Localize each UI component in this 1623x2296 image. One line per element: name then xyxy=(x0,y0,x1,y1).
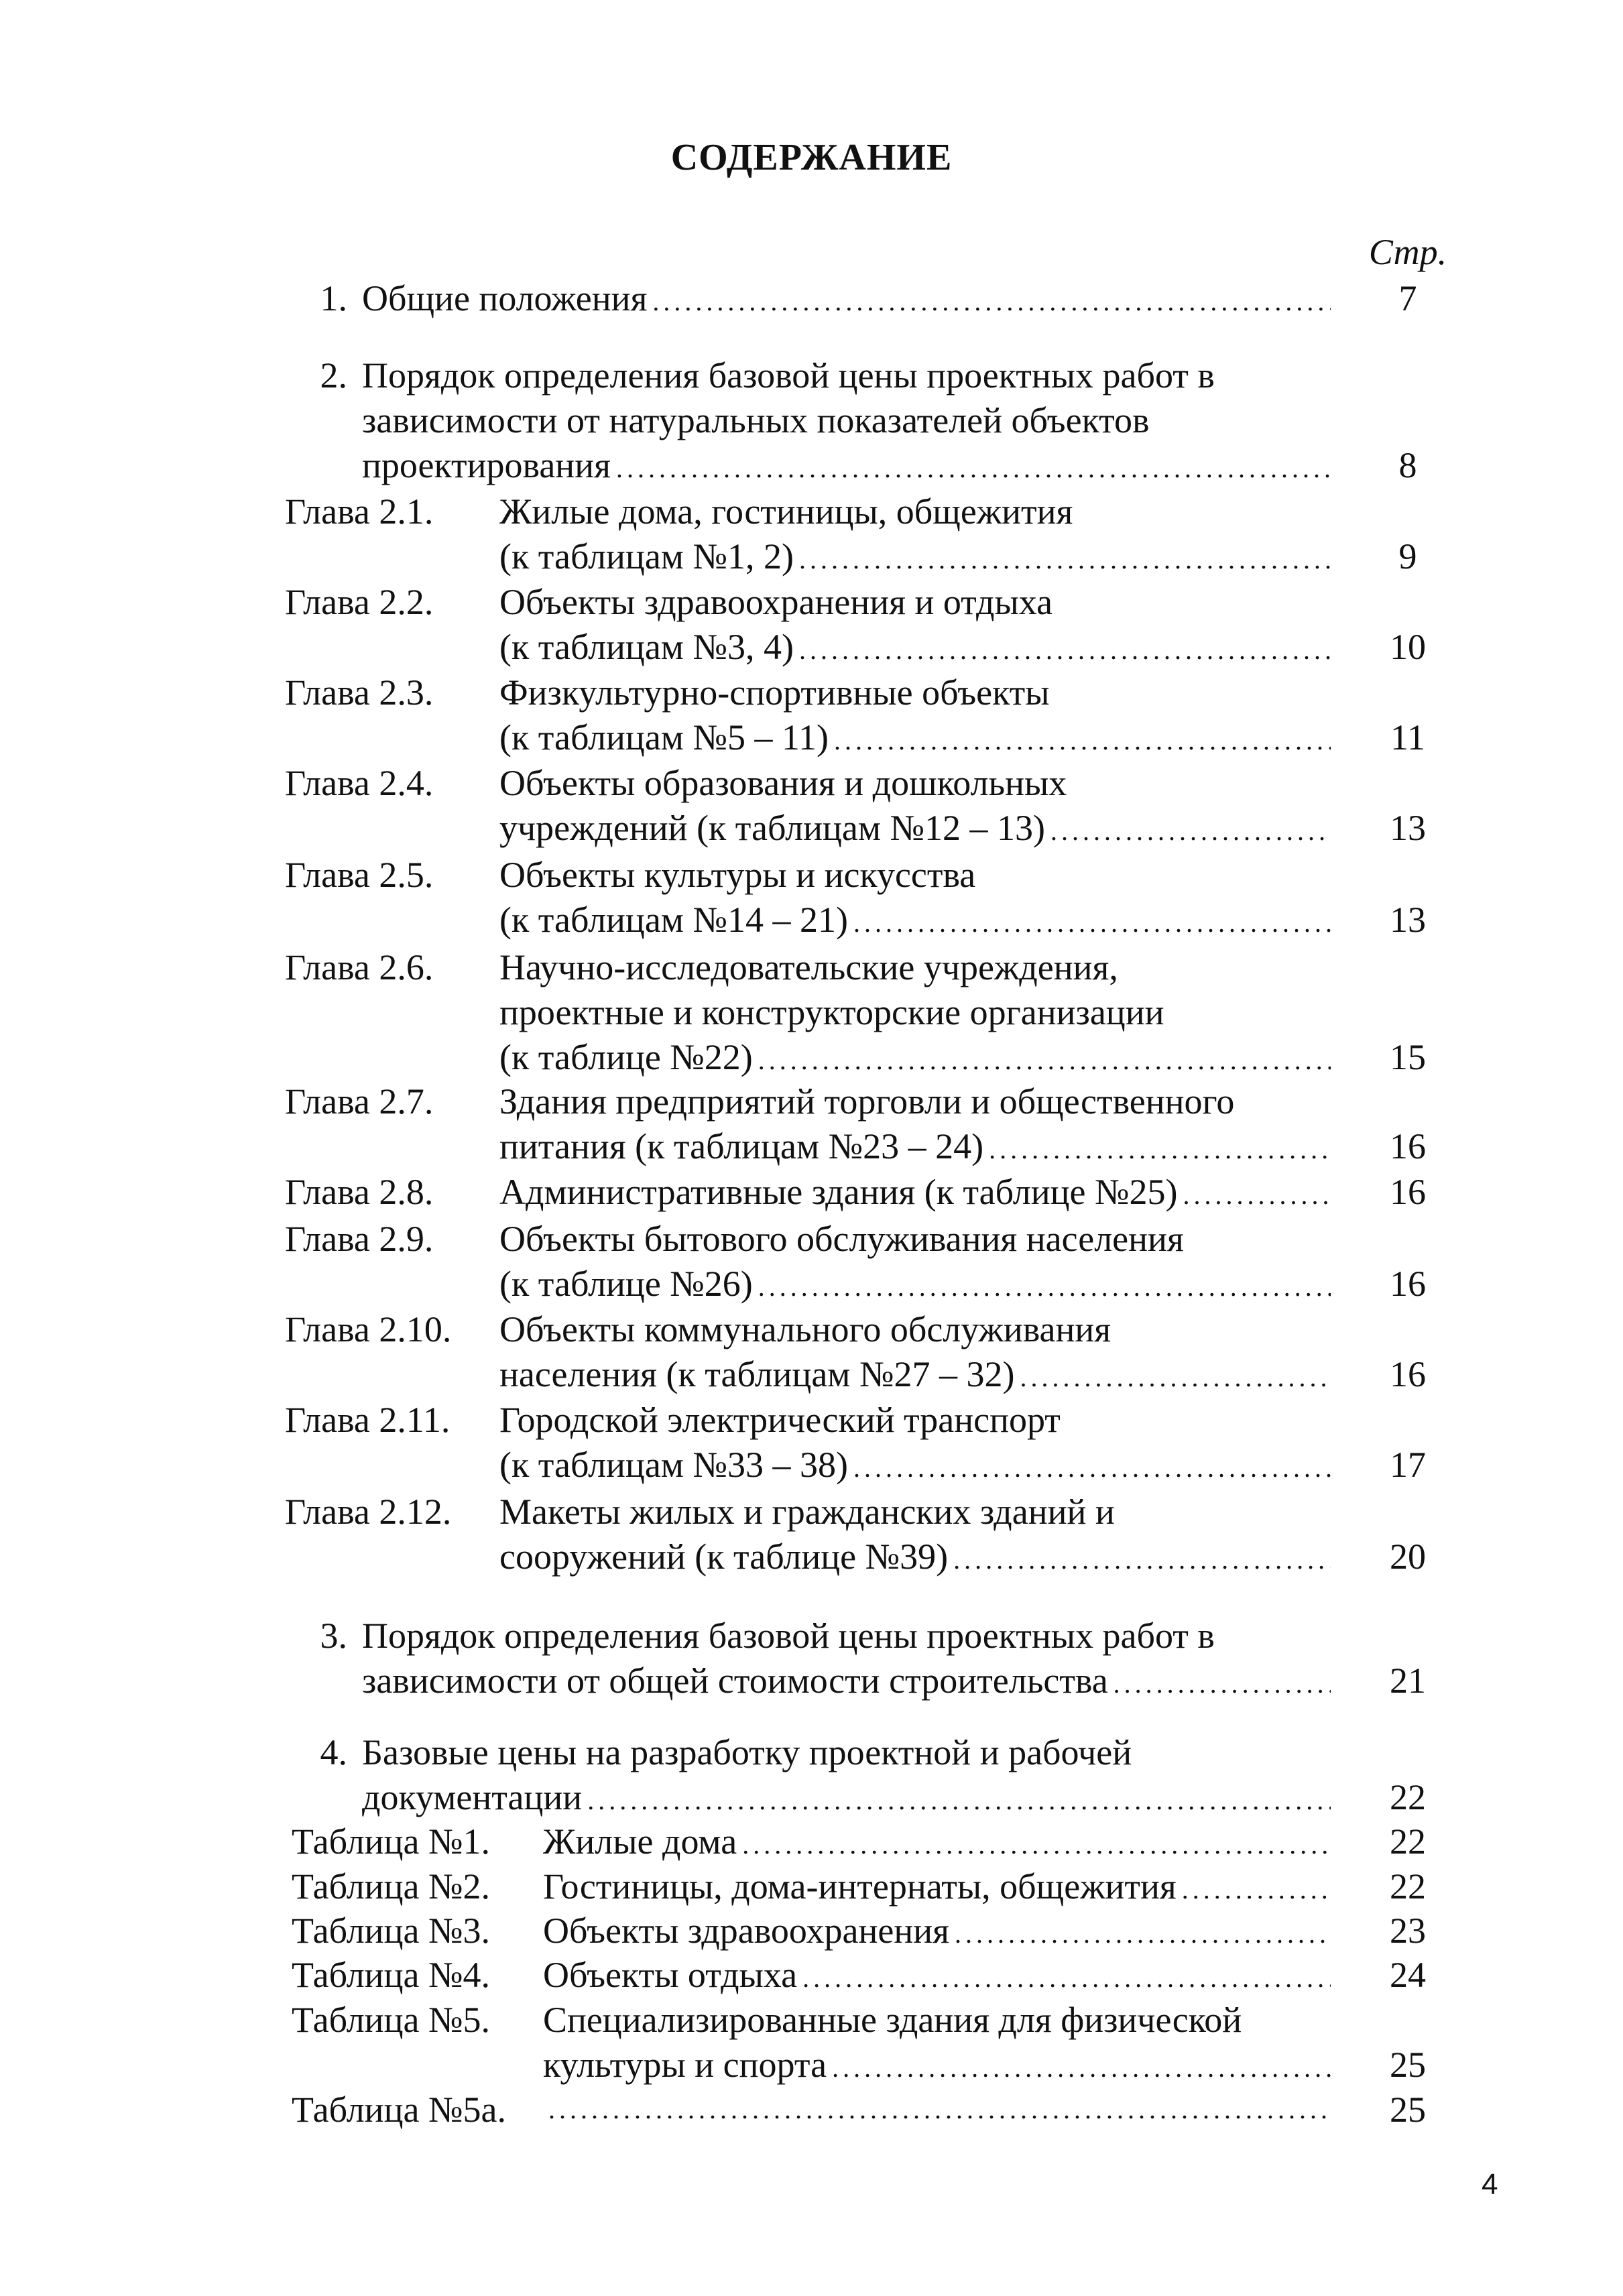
chapter-title-line xyxy=(499,1170,1331,1214)
section-title-line: Порядок определения базовой цены проектных работ в xyxy=(362,355,1215,396)
chapter-title-line: Жилые дома, гостиницы, общежития xyxy=(499,491,1073,532)
dot-leader xyxy=(832,2046,1331,2087)
page-title: СОДЕРЖАНИЕ xyxy=(670,137,953,178)
table-page-number: 25 xyxy=(1390,2090,1426,2130)
chapter-page-number: 15 xyxy=(1390,1037,1426,1077)
chapter-title-line: Научно-исследовательские учреждения, xyxy=(499,947,1118,987)
table-title-text: Гостиницы, дома-интернаты, общежития xyxy=(543,1866,1177,1907)
chapter-title-line xyxy=(499,1534,1331,1579)
dot-leader xyxy=(548,2088,1331,2132)
table-page-number: 24 xyxy=(1390,1955,1426,1995)
section-title-text: документации xyxy=(362,1777,583,1817)
chapter-label: Глава 2.8. xyxy=(285,1172,434,1212)
chapter-title-text: (к таблице №26) xyxy=(499,1264,753,1304)
table-title-line: Специализированные здания для физической xyxy=(543,2000,1242,2040)
table-label: Таблица №5а. xyxy=(292,2090,506,2130)
chapter-title-line xyxy=(499,1262,1331,1306)
chapter-label: Глава 2.2. xyxy=(285,582,434,622)
table-title-line xyxy=(543,2043,1331,2087)
chapter-label: Глава 2.10. xyxy=(285,1309,452,1349)
section-title-line xyxy=(362,443,1331,487)
dot-leader xyxy=(1182,1868,1331,1909)
section-title-line: Порядок определения базовой цены проектных работ в xyxy=(362,1616,1215,1656)
chapter-label: Глава 2.3. xyxy=(285,672,434,713)
dot-leader xyxy=(1020,1355,1331,1396)
chapter-page-number: 16 xyxy=(1390,1354,1426,1394)
section-title-text: Общие положения xyxy=(362,278,648,318)
chapter-title-line: Здания предприятий торговли и общественного xyxy=(499,1081,1235,1122)
chapter-title-line: Макеты жилых и гражданских зданий и xyxy=(499,1492,1115,1532)
section-title-line xyxy=(362,1658,1331,1703)
chapter-page-number: 20 xyxy=(1390,1536,1426,1577)
table-label: Таблица №1. xyxy=(292,1821,490,1862)
chapter-title-text: (к таблицам №1, 2) xyxy=(499,536,794,577)
chapter-title-text: (к таблицам №33 – 38) xyxy=(499,1445,848,1485)
table-label: Таблица №5. xyxy=(292,2000,490,2040)
chapter-page-number: 17 xyxy=(1390,1445,1426,1485)
chapter-title-line: Объекты здравоохранения и отдыха xyxy=(499,582,1053,622)
chapter-title-line xyxy=(499,1035,1331,1079)
chapter-title-line: Физкультурно-спортивные объекты xyxy=(499,672,1050,713)
chapter-title-line: Объекты бытового обслуживания населения xyxy=(499,1219,1184,1259)
chapter-label: Глава 2.6. xyxy=(285,947,434,987)
table-title-text: культуры и спорта xyxy=(543,2045,827,2085)
dot-leader xyxy=(742,1823,1331,1864)
section-title-text: проектирования xyxy=(362,445,611,485)
dot-leader xyxy=(953,1538,1331,1579)
chapter-title-line: Объекты культуры и искусства xyxy=(499,855,976,895)
chapter-title-text: учреждений (к таблицам №12 – 13) xyxy=(499,808,1046,848)
chapter-label: Глава 2.7. xyxy=(285,1081,434,1122)
section-label: 4. xyxy=(320,1732,347,1772)
section-page-number: 7 xyxy=(1398,278,1417,318)
chapter-title-text: (к таблицам №14 – 21) xyxy=(499,900,848,940)
page-number: 4 xyxy=(1482,2168,1498,2201)
chapter-title-text: Административные здания (к таблице №25) xyxy=(499,1172,1178,1212)
section-page-number: 8 xyxy=(1398,445,1417,485)
section-title-text: зависимости от общей стоимости строительства xyxy=(362,1660,1108,1701)
dot-leader xyxy=(1114,1662,1331,1703)
table-title-line xyxy=(543,1819,1331,1864)
dot-leader xyxy=(802,1956,1331,1997)
chapter-label: Глава 2.11. xyxy=(285,1400,450,1440)
chapter-title-line xyxy=(499,806,1331,850)
chapter-title-line: Объекты коммунального обслуживания xyxy=(499,1309,1111,1349)
dot-leader xyxy=(955,1912,1331,1953)
dot-leader xyxy=(616,446,1331,487)
section-label: 1. xyxy=(320,278,347,318)
section-title-line: Базовые цены на разработку проектной и рабочей xyxy=(362,1732,1132,1772)
page-column-header: Стр. xyxy=(1368,232,1447,272)
table-page-number: 23 xyxy=(1390,1911,1426,1951)
table-title-text: Жилые дома xyxy=(543,1821,737,1862)
table-label: Таблица №4. xyxy=(292,1955,490,1995)
section-title-line: зависимости от натуральных показателей объектов xyxy=(362,400,1150,440)
dot-leader xyxy=(853,901,1331,942)
dot-leader xyxy=(799,628,1331,669)
chapter-title-text: (к таблицам №5 – 11) xyxy=(499,717,829,758)
chapter-title-line: проектные и конструкторские организации xyxy=(499,992,1164,1032)
chapter-title-line xyxy=(499,1124,1331,1168)
table-title-line xyxy=(543,1864,1331,1909)
table-title-text: Объекты отдыха xyxy=(543,1955,798,1995)
table-page-number: 22 xyxy=(1390,1821,1426,1862)
dot-leader xyxy=(758,1038,1331,1079)
chapter-title-line: Городской электрический транспорт xyxy=(499,1400,1061,1440)
chapter-page-number: 10 xyxy=(1390,627,1426,667)
chapter-page-number: 16 xyxy=(1390,1264,1426,1304)
chapter-label: Глава 2.1. xyxy=(285,491,434,532)
dot-leader xyxy=(834,719,1331,760)
chapter-label: Глава 2.9. xyxy=(285,1219,434,1259)
chapter-title-text: (к таблицам №3, 4) xyxy=(499,627,794,667)
dot-leader xyxy=(652,280,1331,320)
dot-leader xyxy=(1050,809,1331,850)
dot-leader xyxy=(799,538,1331,579)
chapter-title-text: населения (к таблицам №27 – 32) xyxy=(499,1354,1015,1394)
chapter-title-line: Объекты образования и дошкольных xyxy=(499,763,1067,803)
section-title-line xyxy=(362,1775,1331,1819)
chapter-title-line xyxy=(499,898,1331,942)
chapter-title-line xyxy=(499,715,1331,760)
table-label: Таблица №2. xyxy=(292,1866,490,1907)
chapter-title-text: питания (к таблицам №23 – 24) xyxy=(499,1126,984,1166)
chapter-title-text: (к таблице №22) xyxy=(499,1037,753,1077)
section-page-number: 21 xyxy=(1390,1660,1426,1701)
table-title-text: Объекты здравоохранения xyxy=(543,1911,949,1951)
section-label: 3. xyxy=(320,1616,347,1656)
chapter-page-number: 9 xyxy=(1398,536,1417,577)
dot-leader xyxy=(989,1128,1331,1168)
table-title-line xyxy=(543,2088,1331,2132)
dot-leader xyxy=(758,1265,1331,1306)
chapter-label: Глава 2.5. xyxy=(285,855,434,895)
chapter-page-number: 11 xyxy=(1390,717,1425,758)
chapter-page-number: 16 xyxy=(1390,1126,1426,1166)
section-page-number: 22 xyxy=(1390,1777,1426,1817)
chapter-title-line xyxy=(499,534,1331,579)
table-page-number: 25 xyxy=(1390,2045,1426,2085)
chapter-page-number: 13 xyxy=(1390,808,1426,848)
chapter-title-line xyxy=(499,1352,1331,1396)
chapter-title-line xyxy=(499,625,1331,669)
table-title-line xyxy=(543,1953,1331,1997)
chapter-page-number: 16 xyxy=(1390,1172,1426,1212)
dot-leader xyxy=(587,1778,1331,1819)
section-title-line xyxy=(362,276,1331,320)
dot-leader xyxy=(853,1446,1331,1487)
table-page-number: 22 xyxy=(1390,1866,1426,1907)
table-title-line xyxy=(543,1909,1331,1953)
section-label: 2. xyxy=(320,355,347,396)
chapter-label: Глава 2.12. xyxy=(285,1492,452,1532)
chapter-title-text: сооружений (к таблице №39) xyxy=(499,1536,949,1577)
chapter-page-number: 13 xyxy=(1390,900,1426,940)
chapter-label: Глава 2.4. xyxy=(285,763,434,803)
table-label: Таблица №3. xyxy=(292,1911,490,1951)
chapter-title-line xyxy=(499,1443,1331,1487)
dot-leader xyxy=(1183,1173,1331,1214)
